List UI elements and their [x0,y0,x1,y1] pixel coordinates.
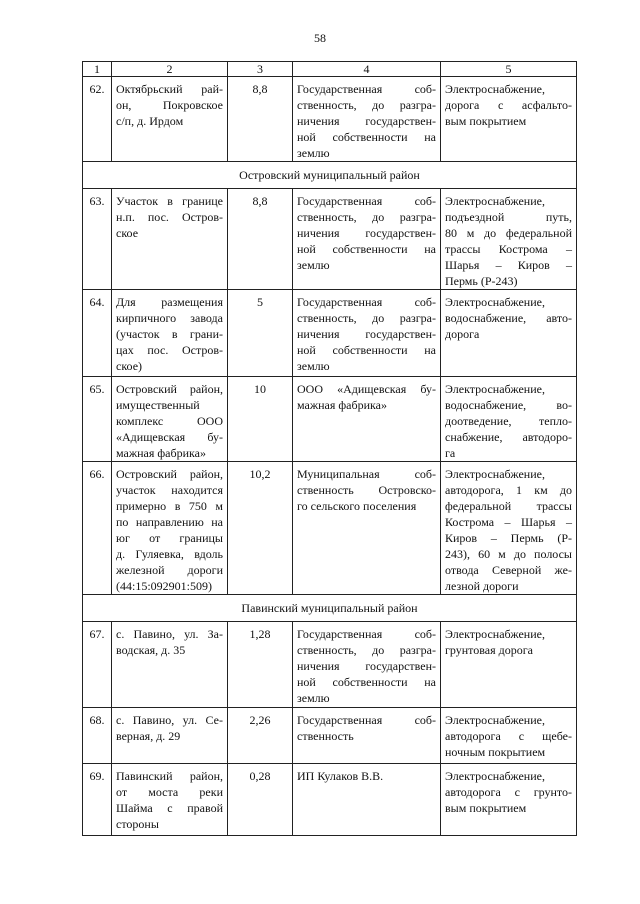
infrastructure [441,764,577,836]
cell-line: Шарья – Киров – [445,258,572,272]
cell-line: ной собственности на [297,130,436,144]
plot-area: 10,2 [228,462,293,595]
table-row [83,622,577,708]
infrastructure [441,377,577,462]
cell-line: 80 м до федеральной [445,226,572,240]
cell-line: дорога [445,327,480,341]
cell-line: снабжение, автодоро- [445,430,572,444]
cell-line: Участок в границе [116,194,223,208]
plot-area: 10 [228,377,293,462]
column-number-4: 4 [293,62,441,77]
cell-line: Государственная соб- [297,295,436,309]
cell-line: ское [116,226,139,240]
ownership [293,189,441,290]
infrastructure [441,77,577,162]
cell-line: Муниципальная соб- [297,467,436,481]
cell-line: Кострома – Шарья – [445,515,572,529]
table-row [83,708,577,764]
cell-line: ственность Островско- [297,483,436,497]
cell-line: комплекс ООО [116,414,223,428]
cell-line: отвода Северной же- [445,563,572,577]
cell-line: с. Павино, ул. За- [116,627,223,641]
cell-line: Электроснабжение, [445,194,545,208]
row-number: 67. [83,622,112,708]
cell-line: Электроснабжение, [445,627,545,641]
page-number: 58 [314,31,326,45]
cell-line: ной собственности на [297,343,436,357]
cell-line: ночным покрытием [445,745,546,759]
cell-line: Электроснабжение, [445,382,545,396]
cell-line: н.п. пос. Остров- [116,210,223,224]
plot-area: 0,28 [228,764,293,836]
cell-line: (участок в грани- [116,327,223,341]
cell-line: ничения государствен- [297,327,436,341]
infrastructure [441,189,577,290]
ownership [293,622,441,708]
ownership [293,764,441,836]
ownership [293,377,441,462]
row-number: 69. [83,764,112,836]
cell-line: Электроснабжение, [445,769,545,783]
plot-location [112,377,228,462]
plot-area: 1,28 [228,622,293,708]
cell-line: примерно в 750 м [116,499,223,513]
row-number: 65. [83,377,112,462]
cell-line: Электроснабжение, [445,82,545,96]
cell-line: ственность, до разгра- [297,643,436,657]
cell-line: землю [297,691,330,705]
cell-line: железной дороги [116,563,223,577]
cell-line: Государственная соб- [297,82,436,96]
cell-line: Шайма с правой [116,801,223,815]
cell-line: от моста реки [116,785,223,799]
cell-line: д. Гуляевка, вдоль [116,547,223,561]
cell-line: ничения государствен- [297,114,436,128]
cell-line: Островский район, [116,467,223,481]
cell-line: он, Покровское [116,98,223,112]
cell-line: ственность, до разгра- [297,98,436,112]
cell-line: водоснабжение, во- [445,398,572,412]
cell-line: автодорога, 1 км до [445,483,572,497]
section-header-row [83,162,577,189]
section-header-row [83,595,577,622]
cell-line: мажная фабрика» [297,398,387,412]
cell-line: ничения государствен- [297,226,436,240]
row-number: 66. [83,462,112,595]
cell-line: водоснабжение, авто- [445,311,572,325]
column-number-row [83,62,577,77]
cell-line: Государственная соб- [297,627,436,641]
ownership [293,708,441,764]
cell-line: Павинский район, [116,769,223,783]
cell-line: Октябрьский рай- [116,82,223,96]
table-row [83,764,577,836]
infrastructure [441,708,577,764]
cell-line: автодорога с щебе- [445,729,572,743]
cell-line: (44:15:092901:509) [116,579,212,593]
cell-line: мажная фабрика» [116,446,206,460]
plot-location [112,77,228,162]
plot-area: 8,8 [228,77,293,162]
plot-area: 8,8 [228,189,293,290]
section-title: Островский муниципальный район [83,162,577,189]
plot-location [112,290,228,377]
cell-line: вым покрытием [445,801,527,815]
cell-line: Электроснабжение, [445,295,545,309]
row-number: 64. [83,290,112,377]
column-number-5: 5 [441,62,577,77]
cell-line: землю [297,146,330,160]
cell-line: участок находится [116,483,223,497]
cell-line: го сельского поселения [297,499,417,513]
section-title: Павинский муниципальный район [83,595,577,622]
table-body [83,62,577,836]
row-number: 63. [83,189,112,290]
cell-line: по направлению на [116,515,223,529]
cell-line: подъездной путь, [445,210,572,224]
infrastructure [441,622,577,708]
cell-line: Островский район, [116,382,223,396]
cell-line: доотведение, тепло- [445,414,572,428]
cell-line: ООО «Адищевская бу- [297,382,436,396]
cell-line: ственность, до разгра- [297,210,436,224]
column-number-1: 1 [83,62,112,77]
cell-line: Киров – Пермь (Р- [445,531,572,545]
cell-line: Государственная соб- [297,194,436,208]
table-row [83,189,577,290]
cell-line: землю [297,258,330,272]
land-plots-table [82,61,577,836]
cell-line: ственность [297,729,354,743]
plot-area: 5 [228,290,293,377]
cell-line: землю [297,359,330,373]
table-row [83,377,577,462]
cell-line: ной собственности на [297,675,436,689]
cell-line: ИП Кулаков В.В. [297,769,384,783]
cell-line: лезной дороги [445,579,519,593]
plot-location [112,622,228,708]
cell-line: ственность, до разгра- [297,311,436,325]
cell-line: вым покрытием [445,114,527,128]
cell-line: верная, д. 29 [116,729,181,743]
cell-line: с/п, д. Ирдом [116,114,184,128]
ownership [293,462,441,595]
infrastructure [441,290,577,377]
plot-location [112,708,228,764]
row-number: 68. [83,708,112,764]
cell-line: ское) [116,359,143,373]
cell-line: кирпичного завода [116,311,223,325]
cell-line: цах пос. Остров- [116,343,223,357]
cell-line: федеральной трассы [445,499,572,513]
cell-line: 243), 60 м до полосы [445,547,572,561]
plot-location [112,462,228,595]
cell-line: с. Павино, ул. Се- [116,713,223,727]
plot-area: 2,26 [228,708,293,764]
cell-line: ничения государствен- [297,659,436,673]
cell-line: юг от границы [116,531,223,545]
cell-line: дорога с асфальто- [445,98,572,112]
cell-line: автодорога с грунто- [445,785,572,799]
cell-line: Государственная соб- [297,713,436,727]
table-row [83,462,577,595]
cell-line: грунтовая дорога [445,643,533,657]
column-number-3: 3 [228,62,293,77]
cell-line: водская, д. 35 [116,643,186,657]
cell-line: Для размещения [116,295,223,309]
cell-line: Электроснабжение, [445,467,545,481]
plot-location [112,189,228,290]
table-row [83,77,577,162]
cell-line: трассы Кострома – [445,242,572,256]
cell-line: га [445,446,456,460]
cell-line: Пермь (Р-243) [445,274,518,288]
cell-line: стороны [116,817,159,831]
cell-line: имущественный [116,398,200,412]
ownership [293,290,441,377]
cell-line: Электроснабжение, [445,713,545,727]
row-number: 62. [83,77,112,162]
column-number-2: 2 [112,62,228,77]
plot-location [112,764,228,836]
cell-line: «Адищевская бу- [116,430,223,444]
infrastructure [441,462,577,595]
table-row [83,290,577,377]
cell-line: ной собственности на [297,242,436,256]
ownership [293,77,441,162]
